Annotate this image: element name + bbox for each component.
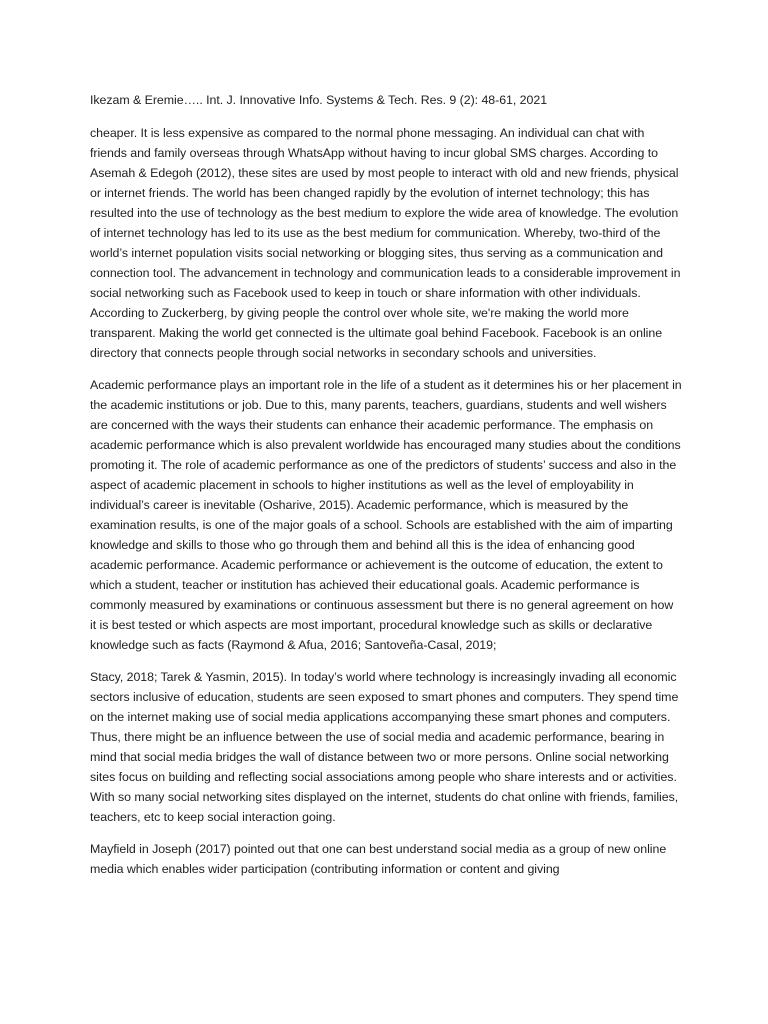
body-paragraph-3: Stacy, 2018; Tarek & Yasmin, 2015). In today’s world where technology is increasingly invading all economic sectors inclusive of education, students are seen exposed to smart phones and computers. They spend time on the internet making use of social media applications accompanying these smart phones and computers. Thus, there might be an influence between the use of social media and academic performance, bearing in mind that social media bridges the wall of distance between two or more persons. Online social networking sites focus on building and reflecting social associations among people who share interests and or activities. With so many social networking sites displayed on the internet, students do chat online with friends, families, teachers, etc to keep social interaction going. (90, 670, 679, 824)
body-paragraph-2: Academic performance plays an important role in the life of a student as it determines his or her placement in the academic institutions or job. Due to this, many parents, teachers, guardians, students and well wishers are concerned with the ways their students can enhance their academic performance. The emphasis on academic performance which is also prevalent worldwide has encouraged many studies about the conditions promoting it. The role of academic performance as one of the predictors of students’ success and also in the aspect of academic placement in schools to higher institutions as well as the level of employability in individual’s career is inevitable (Osharive, 2015). Academic performance, which is measured by the examination results, is one of the major goals of a school. Schools are established with the aim of imparting knowledge and skills to those who go through them and behind all this is the idea of enhancing good academic performance. Academic performance or achievement is the outcome of education, the extent to which a student, teacher or institution has achieved their educational goals. Academic performance is commonly measured by examinations or continuous assessment but there is no general agreement on how it is best tested or which aspects are most important, procedural knowledge such as skills or declarative knowledge such as facts (Raymond & Afua, 2016; Santoveña-Casal, 2019; (90, 378, 682, 652)
body-paragraph-1: cheaper. It is less expensive as compared to the normal phone messaging. An individual can chat with friends and family overseas through WhatsApp without having to incur global SMS charges. According to Asemah & Edegoh (2012), these sites are used by most people to interact with old and new friends, physical or internet friends. The world has been changed rapidly by the evolution of internet technology; this has resulted into the use of technology as the best medium to explore the wide area of knowledge. The evolution of internet technology has led to its use as the best medium for communication. Whereby, two-third of the world’s internet population visits social networking or blogging sites, thus serving as a communication and connection tool. The advancement in technology and communication leads to a considerable improvement in social networking such as Facebook used to keep in touch or share information with other individuals. According to Zuckerberg, by giving people the control over whole site, we're making the world more transparent. Making the world get connected is the ultimate goal behind Facebook. Facebook is an online directory that connects people through social networks in secondary schools and universities. (90, 126, 681, 360)
body-paragraph-4: Mayfield in Joseph (2017) pointed out that one can best understand social media as a group of new online media which enables wider participation (contributing information or content and giving (90, 842, 667, 876)
running-header: Ikezam & Eremie….. Int. J. Innovative Info. Systems & Tech. Res. 9 (2): 48-61, 2021 (90, 93, 548, 107)
document-page (90, 90, 682, 891)
